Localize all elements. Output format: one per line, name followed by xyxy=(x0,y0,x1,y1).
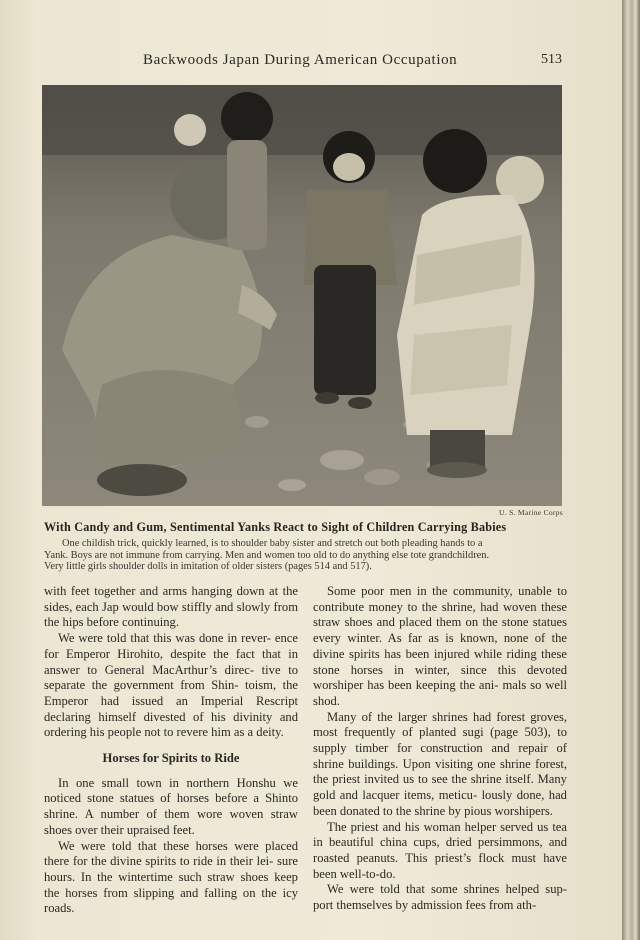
paragraph xyxy=(44,584,298,631)
text-line: shrine. A number of them wore woven straw xyxy=(44,807,298,822)
text-line: lously done, had been donated to the shrine by xyxy=(313,788,567,818)
text-line: We were told that some shrines helped sup- xyxy=(327,882,567,897)
text-line: to contribute money to the shrine, had woven xyxy=(313,584,567,614)
text-line: ence for Emperor Hirohito, despite the fact xyxy=(44,631,298,661)
text-line: Some poor men in the community, unable xyxy=(327,584,558,598)
text-line: with feet together and arms hanging down at xyxy=(44,584,283,598)
paragraph xyxy=(44,631,298,741)
text-line: itself. Many gold and lacquer items, meticu- xyxy=(313,772,567,803)
text-line: tive to separate the government from Shin- xyxy=(44,662,298,693)
text-line: Rescript declaring himself divested of his xyxy=(44,693,298,724)
page-number: 513 xyxy=(541,52,562,67)
photograph-illustration xyxy=(42,85,562,506)
book-page-edges xyxy=(622,0,640,940)
paragraph xyxy=(44,776,298,839)
section-subheading: Horses for Spirits to Ride xyxy=(102,751,240,766)
text-line: statues every winter. As far as is known, none xyxy=(313,615,567,646)
paragraph xyxy=(44,839,298,918)
caption-line: Yank. Boys are not immune from carrying. Men and women too old to do anything else tote grandchildren. xyxy=(44,549,490,561)
text-line: from the hips before continuing. xyxy=(44,599,298,630)
photo-credit: U. S. Marine Corps xyxy=(499,508,563,517)
text-line: of the divine spirits has been injured while xyxy=(313,631,567,661)
text-line: the sides, each Jap would bow stiffly and slowly xyxy=(44,584,298,614)
text-line: noticed stone statues of horses before a Shinto xyxy=(44,791,298,806)
text-line: shrine buildings. Upon visiting one shrine xyxy=(313,756,536,771)
running-title: Backwoods Japan During American Occupation xyxy=(143,52,458,68)
text-line: on the icy roads. xyxy=(44,885,298,916)
running-head xyxy=(0,52,622,74)
left-column xyxy=(44,584,298,917)
text-line: that in answer to General MacArthur’s direc- xyxy=(44,646,298,677)
text-line: most frequently of planted sugi (page 503), to xyxy=(313,725,567,740)
text-line: port themselves by admission fees from ath- xyxy=(313,898,537,913)
text-line: devoted worshiper has been keeping the ani- xyxy=(313,662,567,693)
paragraph xyxy=(313,882,567,913)
caption-title: With Candy and Gum, Sentimental Yanks React to Sight of Children Carrying Babies xyxy=(44,520,507,534)
paragraph xyxy=(313,820,567,883)
text-line: In one small town in northern Honshu we xyxy=(58,775,298,790)
text-line: mals so well shod. xyxy=(313,678,567,708)
text-line: supply timber for construction and repair of xyxy=(313,741,567,756)
text-line: riding these stone horses in winter, since this xyxy=(313,646,567,677)
text-line: We were told that these horses were placed xyxy=(58,838,298,853)
caption-line: One childish trick, quickly learned, is to shoulder baby sister and stretch out both pleading hands to a xyxy=(62,538,483,549)
text-line: shoes keep the horses from slipping and falling xyxy=(44,869,298,900)
text-line: and roasted peanuts. This priest’s flock must xyxy=(313,835,567,865)
text-line: tea in beautiful china cups, dried persimmons, xyxy=(313,819,567,850)
text-line: pious worshipers. xyxy=(464,803,553,818)
text-line: sure hours. In the wintertime such straw xyxy=(44,854,298,884)
text-line: divinity and ordering his people not to revere xyxy=(44,709,298,740)
text-line: have been well-to-do. xyxy=(313,850,567,881)
text-line: Many of the larger shrines had forest groves, xyxy=(327,709,567,724)
right-column xyxy=(313,584,567,914)
photograph xyxy=(42,85,562,506)
text-line: forest, the priest invited us to see the shrine xyxy=(313,756,567,787)
text-line: The priest and his woman helper served us xyxy=(327,819,553,834)
text-line: toism, the Emperor had issued an Imperial xyxy=(44,678,298,708)
caption-body xyxy=(44,538,566,573)
caption-line: Very little girls shoulder dolls in imitation of older sisters (pages 514 and 517). xyxy=(44,561,372,573)
text-line: We were told that this was done in rever- xyxy=(58,631,275,646)
text-line: him as a deity. xyxy=(211,725,284,740)
text-line: these straw shoes and placed them on the stone xyxy=(313,599,567,630)
text-line: shoes over their upraised feet. xyxy=(44,822,195,837)
text-line: there for the divine spirits to ride in their lei- xyxy=(44,854,278,869)
paragraph xyxy=(313,710,567,820)
paragraph xyxy=(313,584,567,710)
